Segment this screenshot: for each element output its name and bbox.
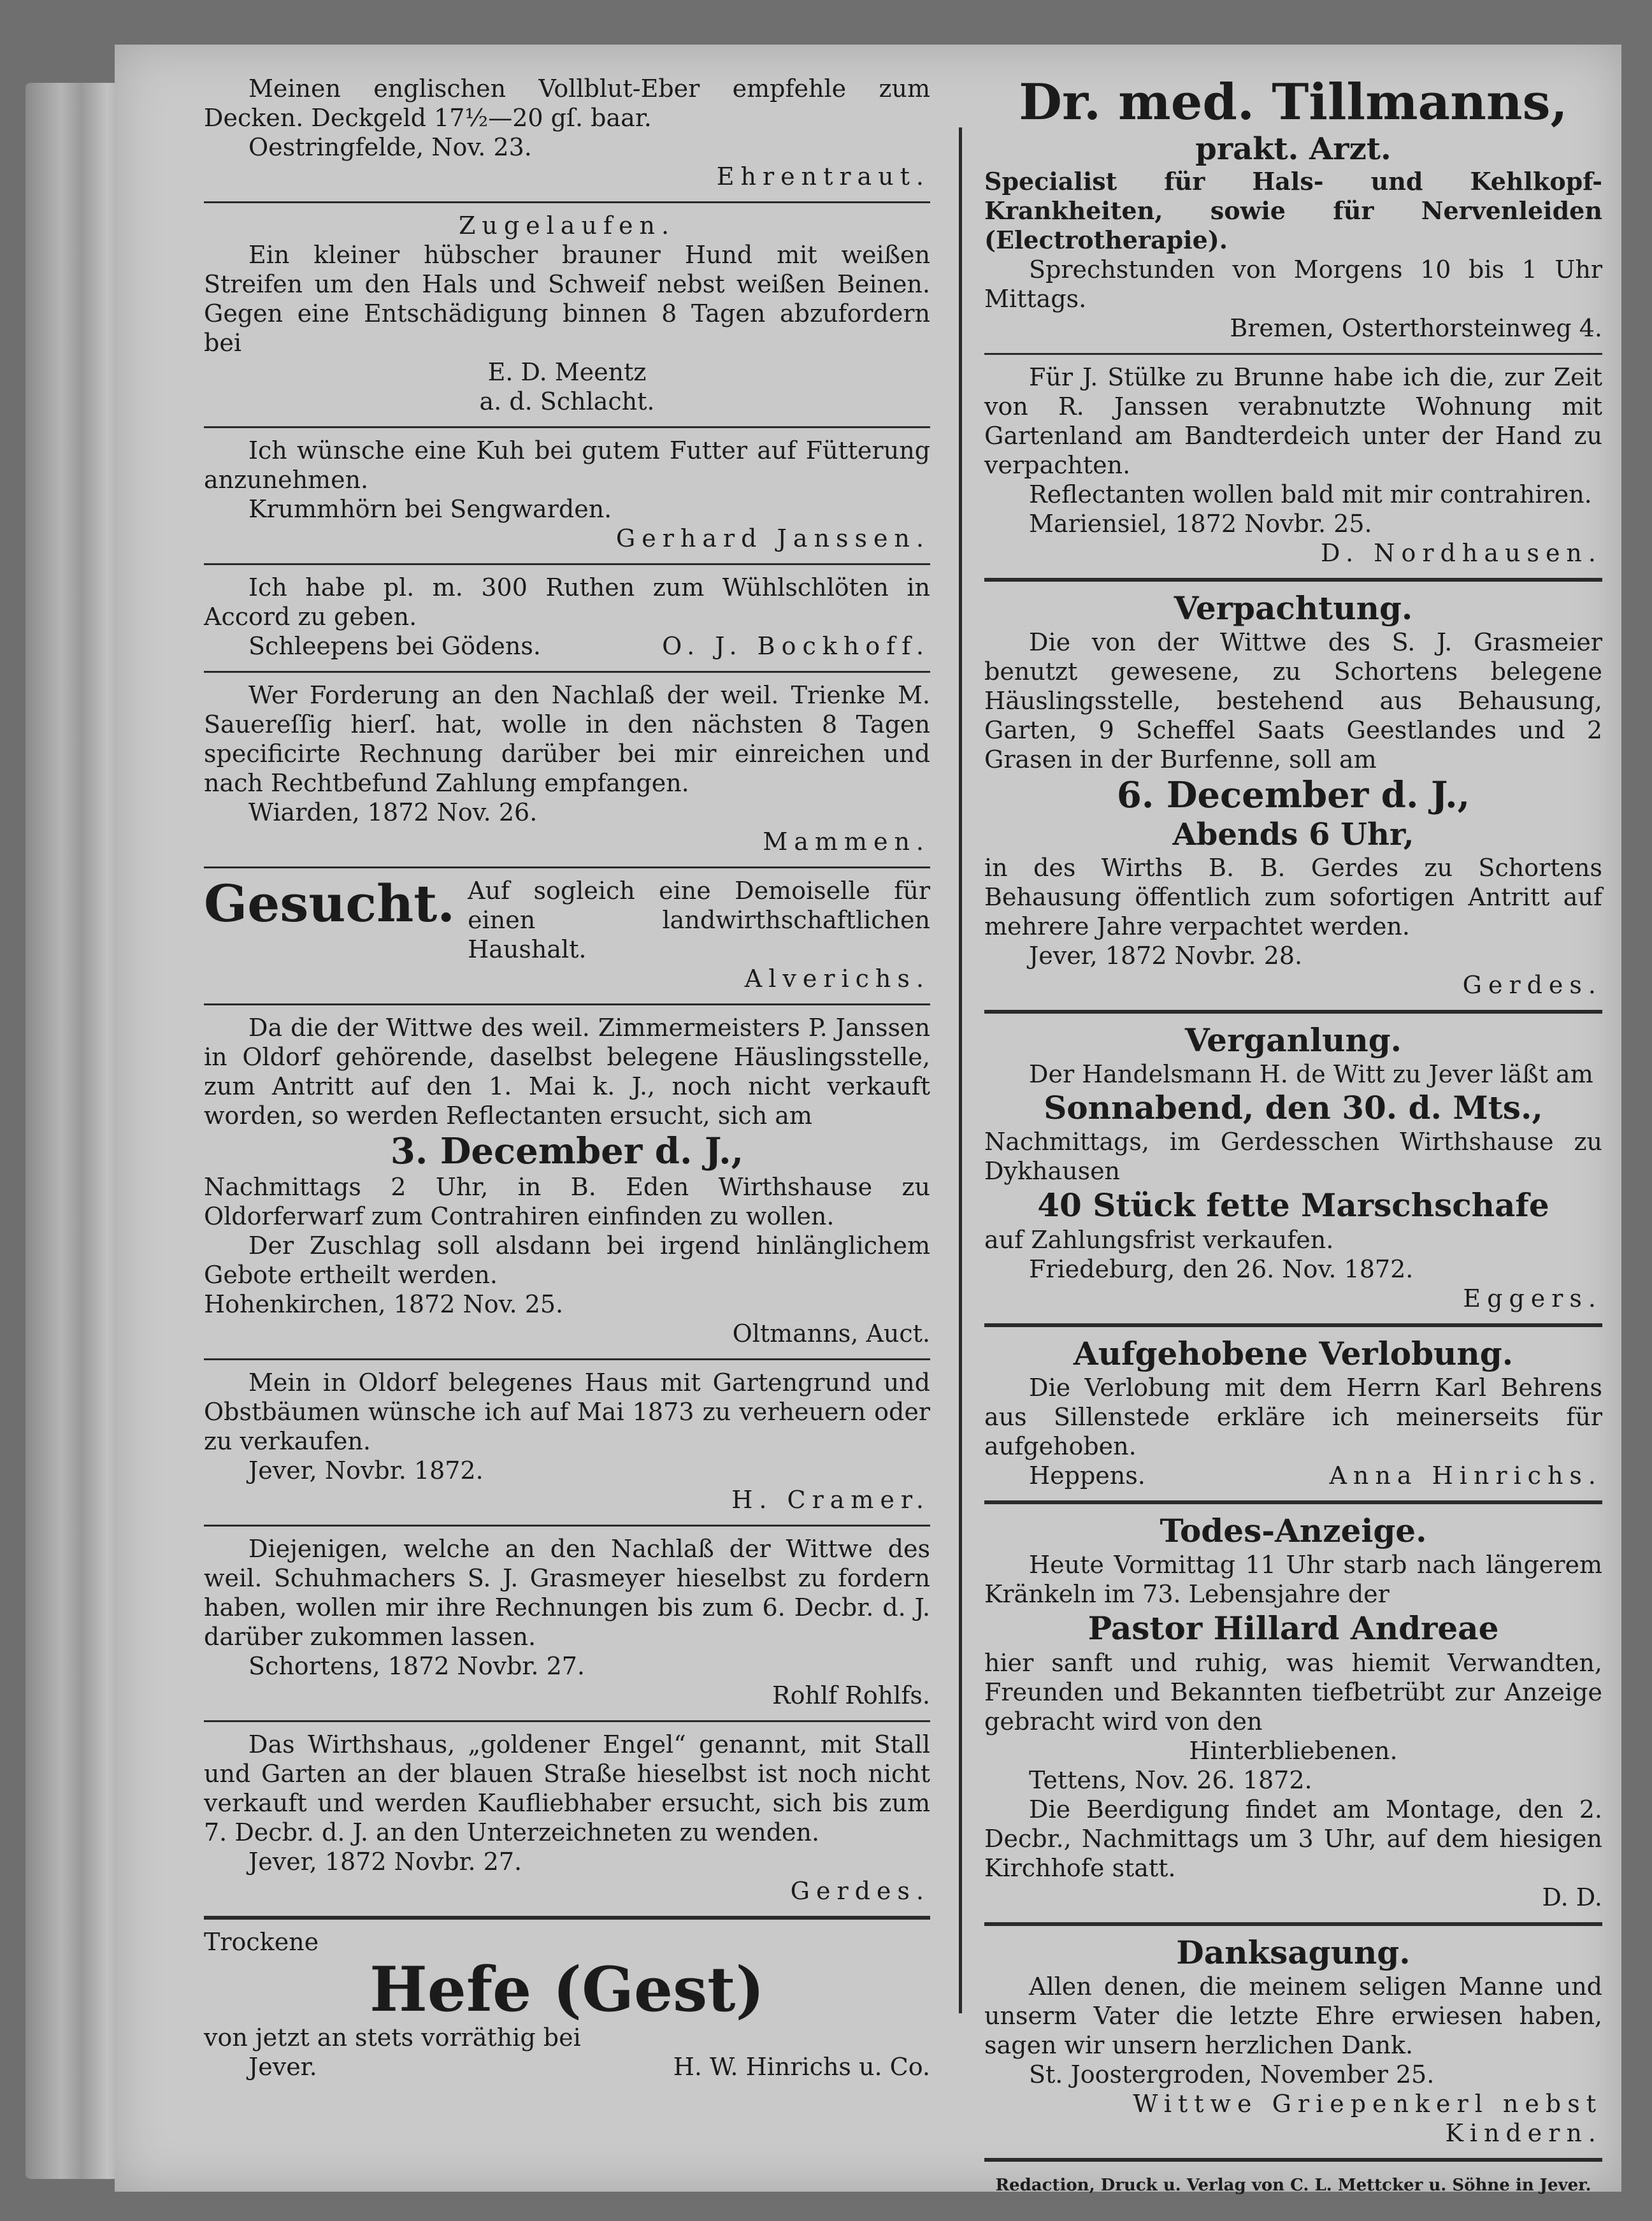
ad-text: Allen denen, die meinem seligen Manne und unserm Vater die letzte Ehre erwiesen haben, sagen wir unsern herzlichen Dank. (984, 1973, 1602, 2059)
ad-signature: Hinterbliebenen. (1189, 1737, 1398, 1765)
ad-specialty: Specialist für Hals- und Kehlkopf-Krankheiten, sowie für Nervenleiden (Electrotherapie). (984, 167, 1602, 254)
ad-text: Für J. Stülke zu Brunne habe ich die, zur Zeit von R. Janssen verabnutzte Wohnung mit Gartenland am Bandterdeich unter der Hand zu verpachten. (984, 363, 1602, 479)
ad-signature: H. W. Hinrichs u. Co. (673, 2053, 930, 2081)
ad-title: Gesucht. (204, 873, 456, 933)
ad-nachlass-grasmeyer (204, 1530, 930, 1716)
ad-text-2: Nachmittags, im Gerdesschen Wirthshause zu Dykhausen (984, 1128, 1602, 1185)
ad-text-3: Der Zuschlag soll alsdann bei irgend hinlänglichem Gebote ertheilt werden. (204, 1232, 930, 1289)
ad-wirthshaus-engel (204, 1726, 930, 1912)
ad-pretitle: Trockene (204, 1928, 319, 1956)
publisher-footer: Redaction, Druck u. Verlag von C. L. Mettcker u. Söhne in Jever. (995, 2176, 1591, 2195)
separator (204, 201, 930, 203)
ad-place: Wiarden, 1872 Nov. 26. (248, 798, 538, 826)
ad-zugelaufen (204, 207, 930, 422)
ad-signature: E. D. Meentz (487, 358, 647, 386)
ad-gesucht (204, 872, 930, 1000)
ad-text-2: Nachmittags 2 Uhr, in B. Eden Wirthshause zu Oldorferwarf zum Contrahiren einfinden zu wollen. (204, 1173, 930, 1230)
ad-item: 40 Stück fette Marschschafe (1037, 1186, 1549, 1224)
ad-aufgehobene-verlobung (984, 1331, 1602, 1497)
ad-haus-oldorf (204, 1364, 930, 1521)
ad-hefe (204, 1923, 930, 2088)
ad-signature: Eggers. (1463, 1284, 1602, 1312)
ad-title: Hefe (Gest) (370, 1953, 765, 2025)
ad-text: Diejenigen, welche an den Nachlaß der Wittwe des weil. Schuhmachers S. J. Grasmeyer hieselbst zu fordern haben, wollen mir ihre Rechnungen bis zum 6. Decbr. d. J. darüber zukommen lassen. (204, 1535, 930, 1651)
ad-title: Zugelaufen. (458, 212, 676, 240)
ad-place: Jever, 1872 Novbr. 28. (1029, 942, 1303, 970)
ad-signature: Gerhard Janssen. (615, 524, 930, 552)
ad-text: von jetzt an stets vorräthig bei (204, 2023, 581, 2052)
ad-wohnung-brunne (984, 359, 1602, 574)
ad-danksagung (984, 1930, 1602, 2154)
ad-signature: Ehrentraut. (716, 162, 930, 190)
column-divider (959, 127, 962, 2013)
ad-name: Pastor Hillard Andreae (1088, 1609, 1499, 1647)
ad-hours: Sprechstunden von Morgens 10 bis 1 Uhr Mittags. (984, 255, 1602, 313)
ad-title: Todes-Anzeige. (1160, 1512, 1427, 1549)
ad-todes-anzeige (984, 1508, 1602, 1918)
ad-subtitle: prakt. Arzt. (1195, 131, 1391, 167)
ad-verganlung (984, 1017, 1602, 1319)
ad-text: Wer Forderung an den Nachlaß der weil. Trienke M. Sauereſſig hierſ. hat, wolle in den nächsten 8 Tagen specificirte Rechnung darüber bei mir einreichen und nach Rechtbefund Zahlung empfangen. (204, 681, 930, 797)
ad-date: Sonnabend, den 30. d. Mts., (1044, 1089, 1543, 1126)
ad-title: Verpachtung. (1174, 589, 1413, 627)
ad-signature-sub: a. d. Schlacht. (479, 387, 655, 415)
ad-signature: Rohlf Rohlfs. (772, 1681, 930, 1709)
separator (204, 1916, 930, 1920)
ad-signature-2: D. D. (1542, 1883, 1602, 1911)
separator (204, 866, 930, 868)
ad-signature: Alverichs. (744, 965, 930, 993)
ad-place: Jever. (248, 2053, 317, 2081)
separator (984, 353, 1602, 355)
ad-text: Meinen englischen Vollblut-Eber empfehle zum Decken. Deckgeld 17½—20 gſ. baar. (204, 75, 930, 132)
ad-text: Mein in Oldorf belegenes Haus mit Gartengrund und Obstbäumen wünsche ich auf Mai 1873 zu verheuern oder zu verkaufen. (204, 1369, 930, 1455)
ad-tillmanns (984, 70, 1602, 349)
ad-text-3: Die Beerdigung findet am Montage, den 2. Decbr., Nachmittags um 3 Uhr, auf dem hiesigen Kirchhofe statt. (984, 1795, 1602, 1882)
ad-text: Die Verlobung mit dem Herrn Karl Behrens aus Sillenstede erkläre ich meinerseits für aufgehoben. (984, 1374, 1602, 1460)
ad-text: Das Wirthshaus, „goldener Engel“ genannt, mit Stall und Garten an der blauen Straße hieselbst ist noch nicht verkauft und werden Kaufliebhaber ersucht, sich bis zum 7. Decbr. d. J. an den Unterzeichneten zu wenden. (204, 1730, 930, 1846)
separator (204, 426, 930, 428)
ad-place: Hohenkirchen, 1872 Nov. 25. (204, 1290, 564, 1318)
ad-place: St. Joostergroden, November 25. (1029, 2060, 1435, 2088)
ad-text: Die von der Wittwe des S. J. Grasmeier benutzt gewesene, zu Schortens belegene Häuslingsstelle, bestehend aus Behausung, Garten, 9 Scheffel Saats Geestlandes und 2 Grasen in der Burfenne, soll am (984, 628, 1602, 773)
ad-signature: Gerdes. (790, 1877, 930, 1905)
separator (984, 2158, 1602, 2162)
left-column (204, 70, 930, 2088)
ad-address: Bremen, Osterthorsteinweg 4. (1230, 314, 1602, 342)
ad-text-2: Reflectanten wollen bald mit mir contrahiren. (1029, 480, 1592, 508)
ad-place: Tettens, Nov. 26. 1872. (1029, 1766, 1312, 1794)
separator (984, 578, 1602, 582)
ad-date: 3. December d. J., (390, 1130, 744, 1172)
separator (204, 1358, 930, 1360)
ad-place: Oestringfelde, Nov. 23. (248, 133, 532, 161)
ad-haeuslingsstelle-oldorf (204, 1009, 930, 1355)
separator (204, 563, 930, 565)
ad-title: Danksagung. (1176, 1934, 1411, 1971)
ad-text: Ein kleiner hübscher brauner Hund mit weißen Streifen um den Hals und Schweif nebst weißen Beinen. Gegen eine Entschädigung binnen 8 Tagen abzufordern bei (204, 241, 930, 357)
ad-signature: Wittwe Griepenkerl nebst Kindern. (1133, 2090, 1602, 2147)
ad-signature: Mammen. (763, 828, 930, 856)
separator (204, 1003, 930, 1005)
ad-text: Ich habe pl. m. 300 Ruthen zum Wühlschlöten in Accord zu geben. (204, 573, 930, 631)
ad-signature: Gerdes. (1462, 971, 1602, 999)
separator (204, 671, 930, 673)
ad-place: Mariensiel, 1872 Novbr. 25. (1029, 510, 1372, 538)
ad-title: Dr. med. Tillmanns, (1019, 73, 1568, 131)
ad-time: Abends 6 Uhr, (1172, 817, 1414, 852)
ad-place: Friedeburg, den 26. Nov. 1872. (1029, 1255, 1414, 1283)
separator (204, 1525, 930, 1527)
separator (984, 1323, 1602, 1327)
ad-kuh (204, 432, 930, 559)
ad-text-3: auf Zahlungsfrist verkaufen. (984, 1226, 1334, 1254)
ad-text-2: hier sanft und ruhig, was hiemit Verwandten, Freunden und Bekannten tiefbetrübt zur Anzeige gebracht wird von den (984, 1649, 1602, 1736)
ad-text: Ich wünsche eine Kuh bei gutem Futter auf Fütterung anzunehmen. (204, 436, 930, 494)
ad-text-2: in des Wirths B. B. Gerdes zu Schortens Behausung öffentlich zum sofortigen Antritt auf mehrere Jahre verpachtet werden. (984, 854, 1602, 940)
separator (984, 1500, 1602, 1504)
separator (204, 1720, 930, 1722)
ad-place: Heppens. (1029, 1462, 1146, 1490)
ad-place: Schleepens bei Gödens. (248, 632, 541, 660)
ad-signature: D. Nordhausen. (1320, 539, 1602, 567)
ad-date: 6. December d. J., (1116, 774, 1470, 816)
separator (984, 1010, 1602, 1014)
ad-text: Da die der Wittwe des weil. Zimmermeisters P. Janssen in Oldorf gehörende, daselbst belegene Häuslingsstelle, zum Antritt auf den 1. Mai k. J., noch nicht verkauft worden, so werden Reflectanten ersucht, sich am (204, 1014, 930, 1130)
ad-signature: O. J. Bockhoff. (662, 632, 930, 660)
ad-signature: Anna Hinrichs. (1329, 1462, 1602, 1490)
ad-wuehlschloeten (204, 569, 930, 667)
ad-place: Krummhörn bei Sengwarden. (248, 495, 612, 523)
right-column (984, 70, 1602, 2213)
ad-place: Schortens, 1872 Novbr. 27. (248, 1652, 585, 1680)
ad-title: Aufgehobene Verlobung. (1073, 1335, 1514, 1372)
ad-verpachtung (984, 586, 1602, 1006)
ad-place: Jever, 1872 Novbr. 27. (248, 1848, 522, 1876)
book-edge (25, 83, 127, 2179)
ad-text: Heute Vormittag 11 Uhr starb nach längerem Kränkeln im 73. Lebensjahre der (984, 1551, 1602, 1608)
ad-signature: H. Cramer. (731, 1486, 930, 1514)
ad-eber (204, 70, 930, 198)
separator (984, 1922, 1602, 1926)
ad-title: Verganlung. (1184, 1021, 1402, 1059)
ad-signature: Oltmanns, Auct. (732, 1319, 930, 1348)
ad-text: Der Handelsmann H. de Witt zu Jever läßt am (1029, 1060, 1593, 1088)
ad-nachlass-sauereseig (204, 677, 930, 863)
ad-text: Auf sogleich eine Demoiselle für einen landwirthschaftlichen Haushalt. (468, 877, 930, 963)
ad-place: Jever, Novbr. 1872. (248, 1456, 484, 1484)
